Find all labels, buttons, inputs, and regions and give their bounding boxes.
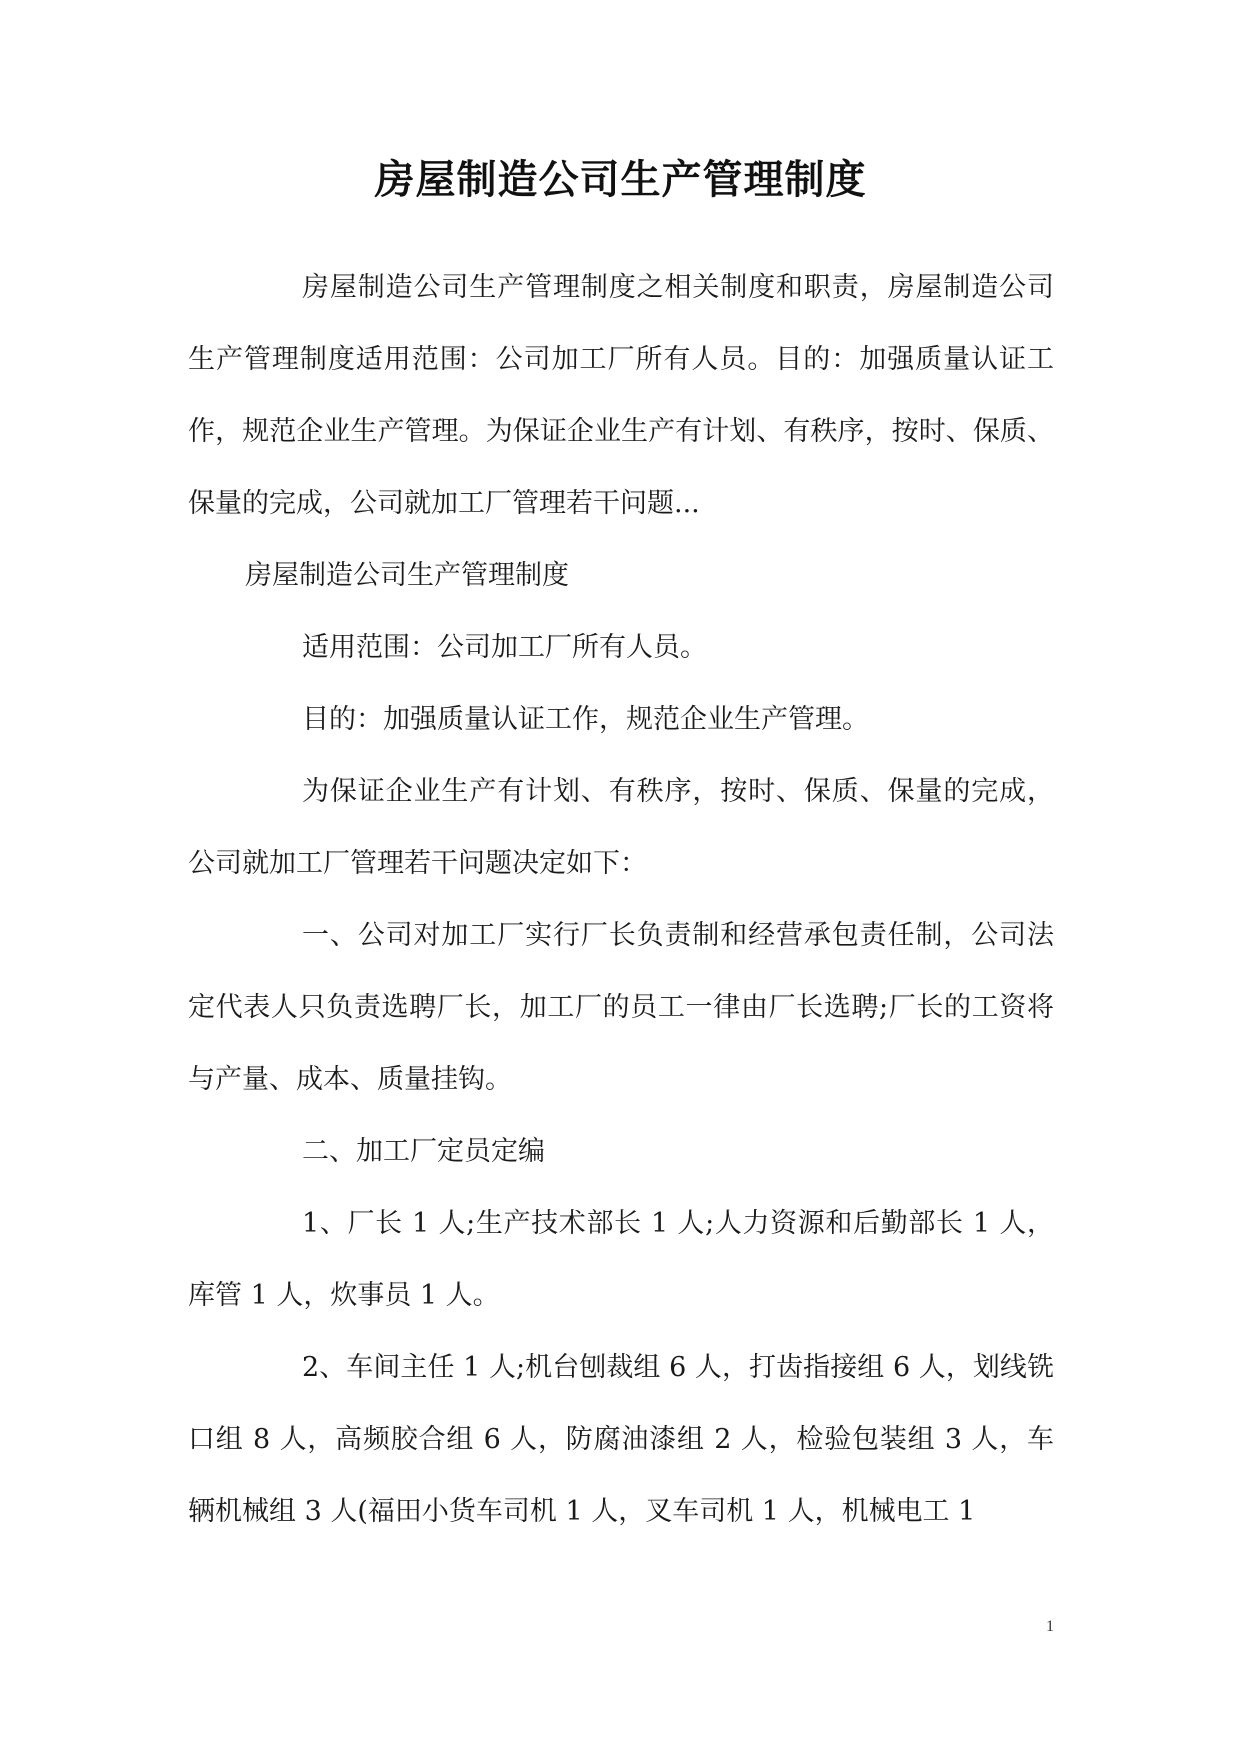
page-number: 1	[1046, 1618, 1054, 1635]
staffing-item-2: 2、车间主任 1 人;机台刨裁组 6 人，打齿指接组 6 人，划线铣口组 8 人，高频胶合组 6 人，防腐油漆组 2 人，检验包装组 3 人，车辆机械组 3 人(福田小货车司机 1 人，叉车司机 1 人，机械电工 1	[188, 1352, 1054, 1527]
document-body	[188, 252, 1054, 1548]
clause-two-heading: 二、加工厂定员定编	[302, 1136, 545, 1167]
document-title: 房屋制造公司生产管理制度	[374, 156, 867, 203]
intro-paragraph: 房屋制造公司生产管理制度之相关制度和职责，房屋制造公司生产管理制度适用范围：公司加工厂所有人员。目的：加强质量认证工作，规范企业生产管理。为保证企业生产有计划、有秩序，按时、保质、保量的完成，公司就加工厂管理若干问题...	[188, 272, 1054, 519]
clause-one-paragraph: 一、公司对加工厂实行厂长负责制和经营承包责任制，公司法定代表人只负责选聘厂长，加工厂的员工一律由厂长选聘;厂长的工资将与产量、成本、质量挂钩。	[188, 920, 1054, 1095]
scope-paragraph: 适用范围：公司加工厂所有人员。	[302, 632, 707, 663]
purpose-paragraph: 目的：加强质量认证工作，规范企业生产管理。	[302, 704, 869, 735]
staffing-item-1: 1、厂长 1 人;生产技术部长 1 人;人力资源和后勤部长 1 人，库管 1 人，炊事员 1 人。	[188, 1208, 1054, 1311]
decision-paragraph: 为保证企业生产有计划、有秩序，按时、保质、保量的完成，公司就加工厂管理若干问题决定如下：	[188, 776, 1054, 879]
section-heading: 房屋制造公司生产管理制度	[245, 560, 569, 591]
